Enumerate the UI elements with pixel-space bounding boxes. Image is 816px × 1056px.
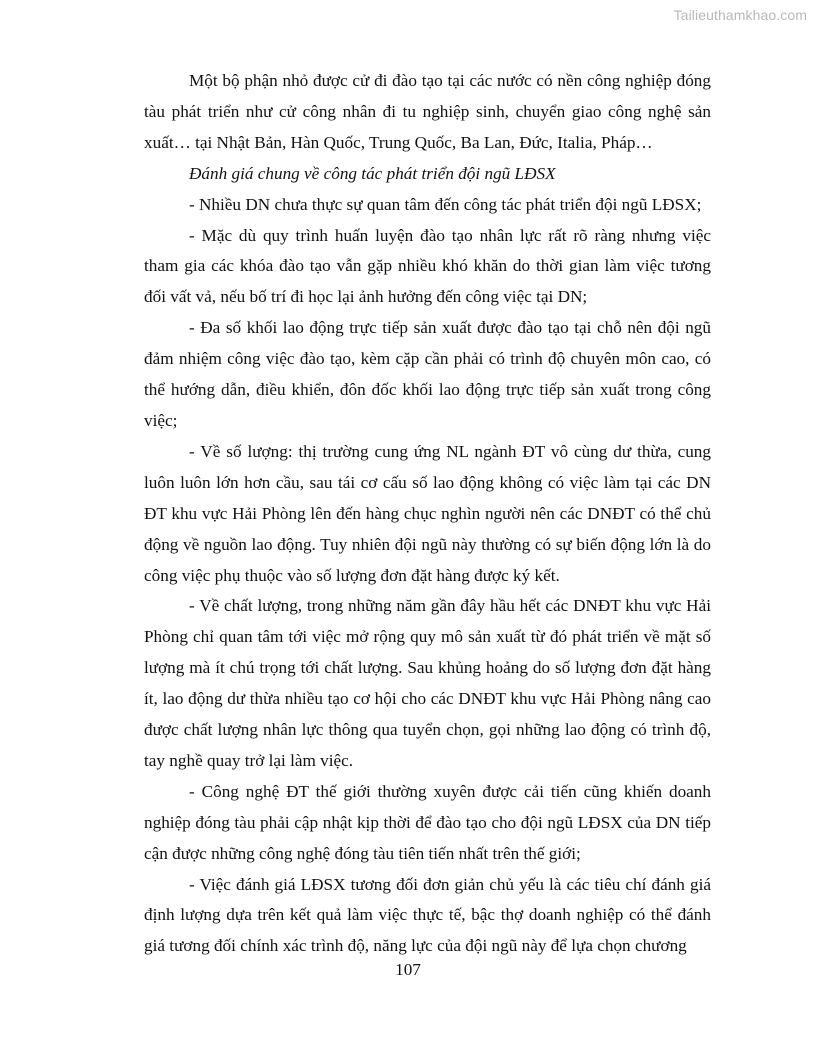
document-body	[144, 66, 711, 962]
paragraph: - Mặc dù quy trình huấn luyện đào tạo nhân lực rất rõ ràng nhưng việc tham gia các khóa đào tạo vẫn gặp nhiều khó khăn do thời gian làm việc tương đối vất vả, nếu bố trí đi học lại ảnh hưởng đến công việc tại DN;	[144, 225, 711, 307]
page-number: 107	[395, 960, 421, 979]
section-heading: Đánh giá chung về công tác phát triển đội ngũ LĐSX	[189, 163, 556, 183]
paragraph: - Đa số khối lao động trực tiếp sản xuất được đào tạo tại chỗ nên đội ngũ đảm nhiệm công việc đào tạo, kèm cặp cần phải có trình độ chuyên môn cao, có thể hướng dẫn, điều khiển, đôn đốc khối lao động trực tiếp sản xuất trong công việc;	[144, 318, 711, 430]
paragraph: - Việc đánh giá LĐSX tương đối đơn giản chủ yếu là các tiêu chí đánh giá định lượng dựa trên kết quả làm việc thực tế, bậc thợ doanh nghiệp có thể đánh giá tương đối chính xác trình độ, năng lực của đội ngũ này để lựa chọn chương	[144, 874, 711, 956]
paragraph: - Về số lượng: thị trường cung ứng NL ngành ĐT vô cùng dư thừa, cung luôn luôn lớn hơn cầu, sau tái cơ cấu số lao động không có việc làm tại các DN ĐT khu vực Hải Phòng lên đến hàng chục nghìn người nên các DNĐT có thể chủ động về nguồn lao động. Tuy nhiên đội ngũ này thường có sự biến động lớn là do công việc phụ thuộc vào số lượng đơn đặt hàng được ký kết.	[144, 441, 711, 585]
paragraph: - Về chất lượng, trong những năm gần đây hầu hết các DNĐT khu vực Hải Phòng chỉ quan tâm tới việc mở rộng quy mô sản xuất từ đó phát triển về mặt số lượng mà ít chú trọng tới chất lượng. Sau khủng hoảng do số lượng đơn đặt hàng ít, lao động dư thừa nhiều tạo cơ hội cho các DNĐT khu vực Hải Phòng nâng cao được chất lượng nhân lực thông qua tuyển chọn, gọi những lao động có trình độ, tay nghề quay trở lại làm việc.	[144, 596, 711, 770]
watermark: Tailieuthamkhao.com	[673, 7, 807, 23]
paragraph: - Công nghệ ĐT thế giới thường xuyên được cải tiến cũng khiến doanh nghiệp đóng tàu phải cập nhật kịp thời để đào tạo cho đội ngũ LĐSX của DN tiếp cận được những công nghệ đóng tàu tiên tiến nhất trên thế giới;	[144, 781, 711, 863]
paragraph: - Nhiều DN chưa thực sự quan tâm đến công tác phát triển đội ngũ LĐSX;	[189, 194, 702, 214]
paragraph: Một bộ phận nhỏ được cử đi đào tạo tại các nước có nền công nghiệp đóng tàu phát triển như cử công nhân đi tu nghiệp sinh, chuyển giao công nghệ sản xuất… tại Nhật Bản, Hàn Quốc, Trung Quốc, Ba Lan, Đức, Italia, Pháp…	[144, 71, 711, 152]
